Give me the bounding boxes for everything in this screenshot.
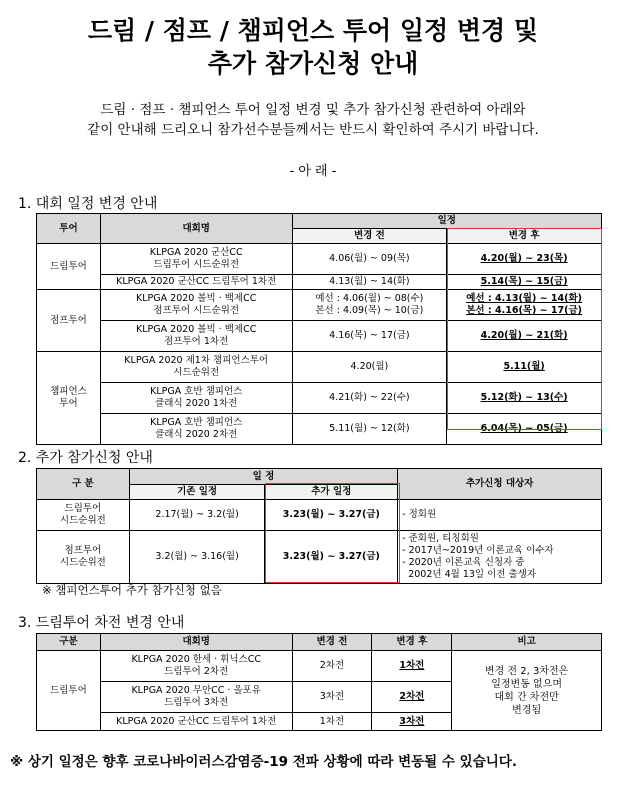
after-cell: 5.14(목) ~ 15(금) [447, 275, 602, 290]
original-date-cell: 3.2(월) ~ 3.16(월) [129, 531, 265, 584]
event-name-cell: KLPGA 2020 한세 · 휘닉스CC 드림투어 2차전 [100, 651, 292, 682]
intro-line-2: 같이 안내해 드리오니 참가선수분들께서는 반드시 확인하여 주시기 바랍니다. [87, 122, 539, 138]
table-row [37, 383, 602, 414]
before-cell: 4.20(월) [292, 352, 447, 383]
title-line-2: 추가 참가신청 안내 [207, 49, 419, 78]
original-date-cell: 2.17(월) ~ 3.2(월) [129, 500, 265, 531]
after-cell: 6.04(목) ~ 05(금) [447, 414, 602, 445]
tour-cell: 챔피언스 투어 [37, 352, 101, 445]
gubun-cell: 드림투어 시드순위전 [37, 500, 130, 531]
header-original: 기존 일정 [129, 485, 265, 500]
event-name-cell: KLPGA 2020 군산CC 드림투어 시드순위전 [100, 244, 292, 275]
table-row [37, 275, 602, 290]
additional-date-cell: 3.23(월) ~ 3.27(금) [265, 531, 398, 584]
before-cell: 5.11(월) ~ 12(화) [292, 414, 447, 445]
header-after: 변경 후 [447, 229, 602, 244]
header-before: 변경 전 [292, 634, 372, 651]
gubun-cell: 점프투어 시드순위전 [37, 531, 130, 584]
table-row [37, 500, 602, 531]
after-cell: 예선 : 4.13(월) ~ 14(화) 본선 : 4.16(목) ~ 17(금) [447, 290, 602, 321]
tour-cell: 드림투어 [37, 651, 101, 731]
event-name-cell: KLPGA 2020 군산CC 드림투어 1차전 [100, 275, 292, 290]
header-event-name: 대회명 [100, 214, 292, 244]
table-row [37, 651, 602, 682]
target-cell: - 정회원 [398, 500, 602, 531]
before-cell: 4.13(월) ~ 14(화) [292, 275, 447, 290]
header-target: 추가신청 대상자 [398, 469, 602, 500]
after-cell: 4.20(월) ~ 23(목) [447, 244, 602, 275]
header-additional: 추가 일정 [265, 485, 398, 500]
footer-notice: ※ 상기 일정은 향후 코로나바이러스감염증-19 전파 상황에 따라 변동될 수 있습니다. [10, 754, 517, 770]
table-row [37, 531, 602, 584]
table-row [37, 414, 602, 445]
header-gubun: 구 분 [37, 469, 130, 500]
before-cell: 4.16(목) ~ 17(금) [292, 321, 447, 352]
after-cell: 3차전 [372, 713, 452, 731]
dream-tour-round-change-table [36, 633, 602, 731]
remark-cell: 변경 전 2, 3차전은 일정변동 없으며 대회 간 차전만 변경됨 [452, 651, 602, 731]
before-cell: 3차전 [292, 682, 372, 713]
before-cell: 예선 : 4.06(월) ~ 08(수) 본선 : 4.09(목) ~ 10(금) [292, 290, 447, 321]
header-remark: 비고 [452, 634, 602, 651]
after-cell: 1차전 [372, 651, 452, 682]
event-name-cell: KLPGA 2020 무안CC · 올포유 드림투어 3차전 [100, 682, 292, 713]
intro-paragraph [10, 100, 616, 140]
additional-application-table [36, 468, 602, 584]
header-gubun: 구분 [37, 634, 101, 651]
before-cell: 4.21(화) ~ 22(수) [292, 383, 447, 414]
arae-heading: - 아 래 - [289, 164, 337, 179]
target-cell: - 준회원, 티칭회원 - 2017년~2019년 이론교육 이수자 - 2020년 이론교육 신청자 중 2002년 4월 13일 이전 출생자 [398, 531, 602, 584]
schedule-change-table [36, 213, 602, 445]
before-cell: 4.06(월) ~ 09(목) [292, 244, 447, 275]
tour-cell: 점프투어 [37, 290, 101, 352]
document-title [0, 14, 626, 80]
additional-date-cell: 3.23(월) ~ 3.27(금) [265, 500, 398, 531]
intro-line-1: 드림 · 점프 · 챔피언스 투어 일정 변경 및 추가 참가신청 관련하여 아래와 [100, 102, 526, 118]
before-cell: 1차전 [292, 713, 372, 731]
header-tour: 투어 [37, 214, 101, 244]
table-row [37, 352, 602, 383]
event-name-cell: KLPGA 2020 군산CC 드림투어 1차전 [100, 713, 292, 731]
event-name-cell: KLPGA 2020 볼빅 · 백제CC 점프투어 1차전 [100, 321, 292, 352]
section-3-heading: 3. 드림투어 차전 변경 안내 [18, 615, 185, 631]
header-after: 변경 후 [372, 634, 452, 651]
event-name-cell: KLPGA 2020 제1차 챔피언스투어 시드순위전 [100, 352, 292, 383]
header-schedule: 일 정 [129, 469, 397, 485]
section-1-heading: 1. 대회 일정 변경 안내 [18, 196, 158, 212]
section-2-heading: 2. 추가 참가신청 안내 [18, 450, 153, 466]
event-name-cell: KLPGA 호반 챔피언스 클래식 2020 1차전 [100, 383, 292, 414]
event-name-cell: KLPGA 호반 챔피언스 클래식 2020 2차전 [100, 414, 292, 445]
table-row [37, 321, 602, 352]
after-cell: 4.20(월) ~ 21(화) [447, 321, 602, 352]
after-cell: 2차전 [372, 682, 452, 713]
before-cell: 2차전 [292, 651, 372, 682]
header-event-name: 대회명 [100, 634, 292, 651]
after-cell: 5.11(월) [447, 352, 602, 383]
title-line-1: 드림 / 점프 / 챔피언스 투어 일정 변경 및 [87, 16, 539, 45]
event-name-cell: KLPGA 2020 볼빅 · 백제CC 점프투어 시드순위전 [100, 290, 292, 321]
header-schedule: 일정 [292, 214, 601, 229]
table-row [37, 290, 602, 321]
champions-note: ※ 챔피언스투어 추가 참가신청 없음 [42, 583, 222, 597]
table-row [37, 244, 602, 275]
tour-cell: 드림투어 [37, 244, 101, 290]
header-before: 변경 전 [292, 229, 447, 244]
after-cell: 5.12(화) ~ 13(수) [447, 383, 602, 414]
